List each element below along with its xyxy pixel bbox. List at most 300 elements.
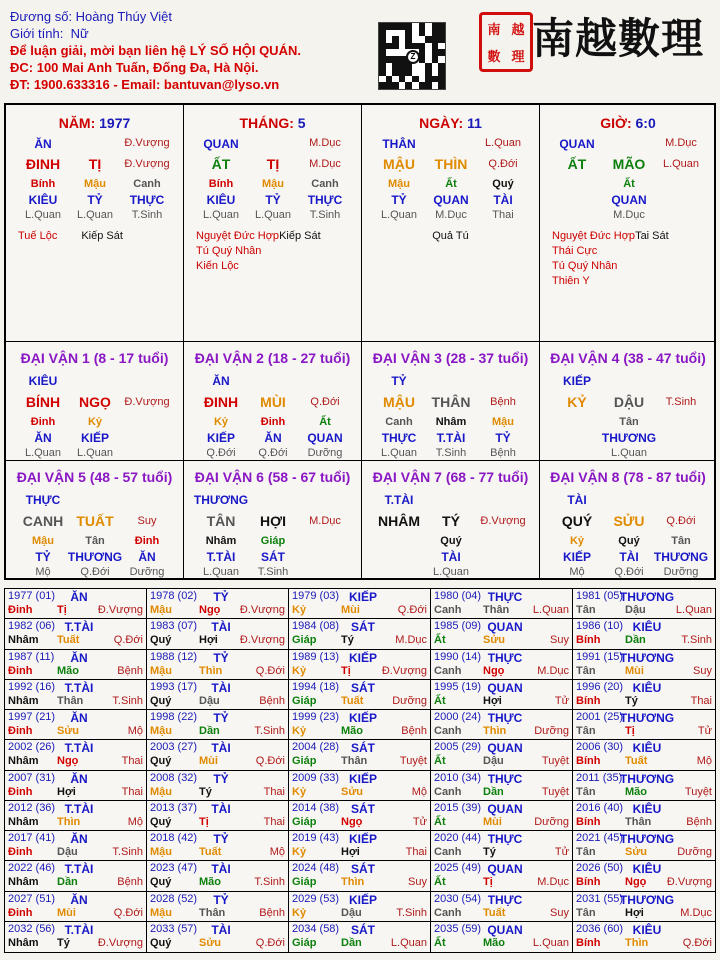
hidden-phase: T.Sinh: [257, 566, 289, 578]
year-ten-god: TÀI: [211, 862, 231, 877]
year-cell: [431, 771, 573, 801]
year-stem: Mậu: [150, 725, 172, 737]
owner-name: Đương số: Hoàng Thúy Việt: [10, 9, 173, 24]
hidden-ten-god: KIẾP: [206, 431, 236, 445]
year-branch: Thìn: [199, 664, 223, 677]
qr-code: [378, 22, 446, 90]
year-ten-god: ĂN: [70, 892, 88, 907]
year-cell: [289, 740, 431, 770]
hidden-ten-god: KIÊU: [206, 193, 236, 207]
year-cell: [5, 922, 147, 952]
year-stem: Bính: [576, 634, 601, 647]
year-ten-god: QUAN: [487, 801, 523, 816]
year-cell: [289, 831, 431, 861]
year-ten-god: TÀI: [211, 680, 231, 695]
year-label: 2029 (53): [292, 892, 340, 905]
year-stem: Ất: [434, 755, 446, 768]
year-cell: [147, 680, 289, 710]
year-state: Thai: [263, 785, 285, 798]
earthly-branch: TỊ: [266, 156, 280, 172]
year-cell: [5, 831, 147, 861]
year-state: Đ.Vượng: [97, 604, 143, 616]
year-state: M.Dục: [395, 634, 427, 647]
year-state: Q.Đới: [397, 604, 427, 616]
year-label: 2022 (46): [8, 862, 56, 875]
year-ten-god: THỰC: [487, 771, 523, 786]
year-ten-god: THƯƠNG: [619, 892, 675, 907]
dai-van-state: Bệnh: [490, 396, 516, 408]
qr-module: [412, 36, 419, 43]
year-branch: Hợi: [341, 846, 360, 858]
year-state: Suy: [550, 906, 569, 919]
pillar-stars: [362, 229, 539, 244]
pillar-ten-god: QUAN: [559, 137, 595, 151]
year-branch: Sửu: [625, 846, 648, 858]
qr-module: [412, 76, 419, 83]
year-label: 1992 (16): [8, 680, 56, 693]
hidden-stem: Nhâm: [205, 535, 237, 547]
year-cell: [289, 619, 431, 649]
qr-module: [412, 82, 419, 89]
year-branch: Dần: [483, 785, 504, 798]
year-branch: Thân: [625, 815, 652, 828]
year-cell: [289, 680, 431, 710]
star-name: Thiên Y: [552, 275, 590, 287]
year-label: 2017 (41): [8, 832, 56, 844]
year-label: 1990 (14): [434, 650, 482, 663]
star-name: Tuế Lộc: [18, 230, 58, 242]
qr-module: [379, 30, 386, 37]
year-branch: Ngọ: [483, 664, 505, 677]
qr-module: [425, 76, 432, 83]
year-cell: [573, 771, 715, 801]
year-stem: Canh: [434, 604, 462, 616]
hidden-phase: Q.Đới: [206, 447, 236, 459]
year-cell: [147, 861, 289, 891]
year-stem: Canh: [434, 664, 462, 677]
qr-module: [392, 63, 399, 70]
gender-line: [10, 25, 301, 42]
year-label: 1993 (17): [150, 680, 198, 693]
year-stem: Quý: [150, 634, 172, 647]
year-state: Mộ: [411, 785, 427, 798]
qr-module: [399, 76, 406, 83]
year-label: 2009 (33): [292, 771, 340, 784]
hidden-phase: Dưỡng: [129, 566, 165, 578]
gender-value: Nữ: [70, 26, 89, 41]
year-cell: [573, 619, 715, 649]
year-cell: [5, 589, 147, 619]
qr-module: [405, 69, 412, 76]
year-ten-god: THƯƠNG: [619, 590, 675, 604]
qr-module: [432, 49, 439, 56]
hidden-phase: Dưỡng: [307, 447, 343, 459]
year-ten-god: KIÊU: [632, 922, 662, 937]
year-ten-god: TỶ: [213, 771, 229, 786]
year-label: 1985 (09): [434, 620, 482, 633]
year-ten-god: KIÊU: [632, 801, 662, 816]
year-cell: [289, 650, 431, 680]
year-cell: [431, 892, 573, 922]
qr-module: [405, 36, 412, 43]
year-label: 2026 (50): [576, 862, 624, 875]
year-ten-god: T.TÀI: [64, 922, 94, 937]
year-stem: Giáp: [292, 815, 317, 828]
year-cell: [5, 892, 147, 922]
pillar-state: M.Dục: [665, 137, 697, 149]
year-state: Mộ: [696, 755, 712, 768]
qr-module: [412, 30, 419, 37]
year-stem: Ất: [434, 634, 446, 647]
year-label: 2008 (32): [150, 771, 198, 784]
year-state: M.Dục: [537, 876, 569, 889]
qr-module: [438, 56, 445, 63]
year-branch: Hợi: [625, 906, 644, 919]
dai-van-ten-god: ĂN: [212, 374, 230, 388]
year-branch: Mão: [341, 725, 363, 737]
dai-van-title: ĐẠI VẬN 1 (8 - 17 tuổi): [20, 350, 169, 366]
dai-van-title: ĐẠI VẬN 4 (38 - 47 tuổi): [550, 350, 706, 366]
dai-van-branch: HỢI: [260, 513, 286, 529]
year-label: 1996 (20): [576, 680, 624, 693]
year-cell: [573, 801, 715, 831]
qr-module: [386, 82, 393, 89]
year-branch: Hợi: [57, 785, 76, 798]
year-state: Mộ: [127, 725, 143, 737]
year-branch: Tuất: [483, 906, 506, 919]
year-stem: Đinh: [8, 725, 33, 737]
hidden-stem: Ất: [319, 416, 331, 428]
year-branch: Thìn: [57, 815, 81, 828]
hidden-stem: Mậu: [262, 178, 284, 190]
hidden-ten-god: THƯƠNG: [653, 550, 709, 564]
header-info: [10, 8, 301, 93]
hidden-phase: M.Dục: [435, 209, 467, 221]
qr-module: [392, 43, 399, 50]
year-stem: Giáp: [292, 936, 317, 949]
year-cell: [147, 801, 289, 831]
year-ten-god: T.TÀI: [64, 862, 94, 877]
dai-van-ten-god: KIẾP: [562, 374, 592, 388]
year-cell: [289, 771, 431, 801]
year-branch: Tuất: [57, 634, 80, 647]
hidden-phase: L.Quan: [202, 566, 240, 578]
star-name: Thái Cực: [552, 245, 598, 257]
hidden-stem: Tân: [671, 535, 691, 547]
year-stem: Canh: [434, 846, 462, 858]
year-state: Bệnh: [117, 664, 143, 677]
year-branch: Tị: [483, 876, 493, 889]
year-state: Bệnh: [686, 815, 712, 828]
year-label: 2002 (26): [8, 741, 56, 754]
heavenly-stem: MẬU: [383, 156, 415, 172]
year-cell: [147, 740, 289, 770]
year-state: Tử: [697, 725, 712, 737]
year-label: 2033 (57): [150, 922, 198, 935]
hidden-ten-god: TỶ: [265, 193, 281, 207]
year-state: Đ.Vượng: [239, 634, 285, 647]
year-ten-god: TÀI: [211, 620, 231, 635]
year-ten-god: TỶ: [213, 711, 229, 725]
year-branch: Mão: [57, 664, 79, 677]
year-state: Thai: [690, 694, 712, 707]
dai-van-state: Đ.Vượng: [480, 515, 526, 527]
heavenly-stem: ẤT: [211, 156, 231, 172]
qr-module: [399, 56, 406, 63]
year-cell: [5, 740, 147, 770]
year-branch: Mão: [625, 785, 647, 798]
hidden-ten-god: THƯƠNG: [601, 431, 657, 445]
year-stem: Mậu: [150, 604, 172, 616]
dai-van-ten-god: THƯƠNG: [193, 493, 249, 507]
hidden-stem: Mậu: [84, 178, 106, 190]
year-stem: Quý: [150, 694, 172, 707]
hidden-stem: Tân: [619, 416, 639, 428]
pillar-cell: [6, 105, 184, 342]
year-stem: Tân: [576, 604, 596, 616]
year-label: 2027 (51): [8, 892, 56, 905]
year-state: Bệnh: [401, 725, 427, 737]
year-stem: Mậu: [150, 906, 172, 919]
dai-van-branch: MÙI: [260, 394, 286, 410]
year-cell: [431, 710, 573, 740]
pillar-cell: [362, 105, 540, 342]
pillar-stars: [196, 229, 321, 274]
year-stem: Kỷ: [292, 906, 307, 919]
year-branch: Mùi: [199, 755, 218, 768]
contact-line-2: ĐC: 100 Mai Anh Tuấn, Đống Đa, Hà Nội.: [10, 60, 259, 75]
year-label: 2025 (49): [434, 862, 482, 875]
year-ten-god: SÁT: [351, 680, 375, 695]
hidden-ten-god: THỰC: [129, 193, 165, 207]
hidden-stem: Đinh: [260, 416, 286, 428]
qr-module: [438, 76, 445, 83]
year-state: Thai: [121, 785, 143, 798]
qr-module: [432, 36, 439, 43]
year-label: 1989 (13): [292, 650, 340, 663]
star-name: Tú Quý Nhân: [196, 245, 262, 257]
qr-module: [432, 63, 439, 70]
year-branch: Hợi: [483, 694, 502, 707]
year-branch: Thân: [483, 604, 510, 616]
year-ten-god: THƯƠNG: [619, 771, 675, 786]
hidden-phase: Mộ: [569, 566, 585, 578]
year-cell: [431, 680, 573, 710]
year-branch: Sửu: [483, 634, 506, 647]
year-state: Tuyệt: [541, 785, 569, 798]
year-label: 1977 (01): [8, 590, 56, 602]
qr-module: [419, 36, 426, 43]
year-branch: Dần: [625, 634, 646, 647]
year-ten-god: THỰC: [487, 832, 523, 846]
year-ten-god: ĂN: [70, 771, 88, 786]
dai-van-cell: [540, 461, 716, 580]
pillar-cell: [184, 105, 362, 342]
year-branch: Thìn: [483, 725, 507, 737]
qr-module: [419, 82, 426, 89]
qr-module: [405, 30, 412, 37]
dai-van-stem: KỶ: [567, 394, 587, 410]
pillar-ten-god: QUAN: [203, 137, 239, 151]
dai-van-branch: DẬU: [613, 394, 645, 410]
qr-module: [425, 23, 432, 30]
year-label: 1981 (05): [576, 590, 624, 602]
dai-van-stem: BÍNH: [25, 394, 61, 410]
year-stem: Kỷ: [292, 725, 307, 737]
year-cell: [573, 740, 715, 770]
dai-van-title: ĐẠI VẬN 6 (58 - 67 tuổi): [194, 469, 351, 485]
year-cell: [147, 650, 289, 680]
hidden-phase: L.Quan: [254, 209, 292, 221]
hidden-ten-god: SÁT: [261, 550, 285, 564]
qr-module: [438, 82, 445, 89]
hidden-phase: T.Sinh: [435, 447, 467, 459]
qr-module: [379, 76, 386, 83]
year-stem: Bính: [576, 755, 601, 768]
hidden-stem: Bính: [208, 178, 234, 190]
hidden-stem: Kỷ: [569, 535, 585, 547]
pillar-value: 6:0: [635, 115, 656, 131]
year-stem: Nhâm: [8, 876, 39, 889]
qr-module: [405, 23, 412, 30]
dai-van-state: Suy: [137, 515, 157, 527]
qr-module: [405, 82, 412, 89]
dai-van-cell: [362, 342, 540, 461]
pillar-ten-god: ĂN: [34, 137, 52, 151]
year-state: T.Sinh: [254, 876, 285, 889]
hidden-ten-god: THỰC: [307, 193, 343, 207]
year-stem: Kỷ: [292, 604, 307, 616]
year-label: 2000 (24): [434, 711, 482, 723]
pillar-ten-god: THÂN: [382, 137, 416, 151]
star-name: Tú Quý Nhân: [552, 260, 618, 272]
year-cell: [573, 589, 715, 619]
year-ten-god: TỶ: [213, 832, 229, 846]
hidden-phase: L.Quan: [24, 209, 62, 221]
year-stem: Mậu: [150, 664, 172, 677]
year-state: Suy: [693, 664, 712, 677]
year-branch: Tý: [57, 936, 70, 949]
year-ten-god: ĂN: [70, 832, 88, 846]
hidden-phase: Q.Đới: [258, 447, 288, 459]
hidden-ten-god: TỶ: [35, 550, 51, 564]
qr-module: [432, 82, 439, 89]
year-ten-god: KIÊU: [632, 620, 662, 635]
dai-van-stem: NHÂM: [378, 513, 420, 529]
earthly-branch: MÃO: [612, 156, 646, 172]
hidden-phase: L.Quan: [380, 209, 418, 221]
year-state: M.Dục: [537, 664, 569, 677]
year-ten-god: SÁT: [351, 862, 375, 877]
hidden-stem: Quý: [492, 178, 514, 190]
qr-module: [379, 43, 386, 50]
qr-module: [399, 82, 406, 89]
year-cell: [431, 861, 573, 891]
year-cell: [147, 589, 289, 619]
qr-module: [386, 63, 393, 70]
dai-van-branch: SỬU: [613, 513, 645, 529]
year-cell: [573, 680, 715, 710]
year-state: Dưỡng: [534, 725, 569, 737]
hidden-stem: Kỷ: [87, 416, 103, 428]
qr-module: [399, 30, 406, 37]
hidden-ten-god: QUAN: [433, 193, 469, 207]
year-branch: Thân: [57, 694, 84, 707]
hidden-ten-god: T.TÀI: [436, 431, 466, 445]
hidden-ten-god: TỶ: [87, 193, 103, 207]
year-state: Mộ: [127, 815, 143, 828]
annual-luck-grid: [4, 588, 716, 953]
year-ten-god: KIÊU: [632, 680, 662, 695]
qr-module: [432, 23, 439, 30]
hidden-stem: Quý: [618, 535, 640, 547]
hidden-ten-god: ĂN: [138, 550, 156, 564]
qr-module: [386, 49, 393, 56]
year-stem: Tân: [576, 906, 596, 919]
year-branch: Mão: [199, 876, 221, 889]
pillar-title: [184, 115, 361, 131]
year-ten-god: TỶ: [213, 590, 229, 604]
year-state: Đ.Vượng: [381, 664, 427, 677]
qr-module: [438, 23, 445, 30]
dai-van-cell: [6, 342, 184, 461]
star-name: Kiếp Sát: [279, 230, 321, 242]
year-state: T.Sinh: [112, 846, 143, 858]
seal-char: 理: [511, 50, 525, 65]
year-stem: Tân: [576, 846, 596, 858]
year-ten-god: TÀI: [211, 741, 231, 756]
year-stem: Canh: [434, 906, 462, 919]
hidden-stem: Canh: [311, 178, 339, 190]
dai-van-cell: [6, 461, 184, 580]
year-cell: [431, 922, 573, 952]
year-branch: Tý: [483, 846, 496, 858]
qr-module: [386, 30, 393, 37]
year-label: 2036 (60): [576, 922, 624, 935]
qr-module: [412, 69, 419, 76]
year-label: 2034 (58): [292, 922, 340, 935]
year-branch: Thân: [199, 906, 226, 919]
hidden-ten-god: TÀI: [619, 550, 639, 564]
pillar-label: GIỜ:: [600, 115, 632, 131]
hidden-phase: T.Sinh: [309, 209, 341, 221]
dai-van-ten-god: THỰC: [25, 493, 61, 507]
year-state: Thai: [405, 846, 427, 858]
dai-van-stem: MẬU: [383, 394, 415, 410]
year-label: 1998 (22): [150, 711, 198, 723]
pillar-state: L.Quan: [484, 137, 522, 149]
year-stem: Nhâm: [8, 936, 39, 949]
pillar-stars: [18, 229, 123, 244]
star-name: Tai Sát: [635, 230, 669, 242]
dai-van-ten-god: TỶ: [391, 374, 407, 388]
qr-module: [392, 56, 399, 63]
branch-state: Q.Đới: [488, 158, 518, 170]
dai-van-state: Q.Đới: [310, 396, 340, 408]
hidden-ten-god: ĂN: [34, 431, 52, 445]
year-cell: [147, 771, 289, 801]
year-stem: Bính: [576, 876, 601, 889]
year-state: Tuyệt: [684, 785, 712, 798]
year-branch: Sửu: [57, 725, 80, 737]
qr-module: [412, 43, 419, 50]
year-ten-god: SÁT: [351, 741, 375, 756]
year-branch: Hợi: [199, 634, 218, 647]
hidden-phase: Bệnh: [490, 447, 516, 459]
year-label: 1983 (07): [150, 620, 198, 633]
qr-module: [419, 69, 426, 76]
year-branch: Dậu: [341, 906, 362, 919]
